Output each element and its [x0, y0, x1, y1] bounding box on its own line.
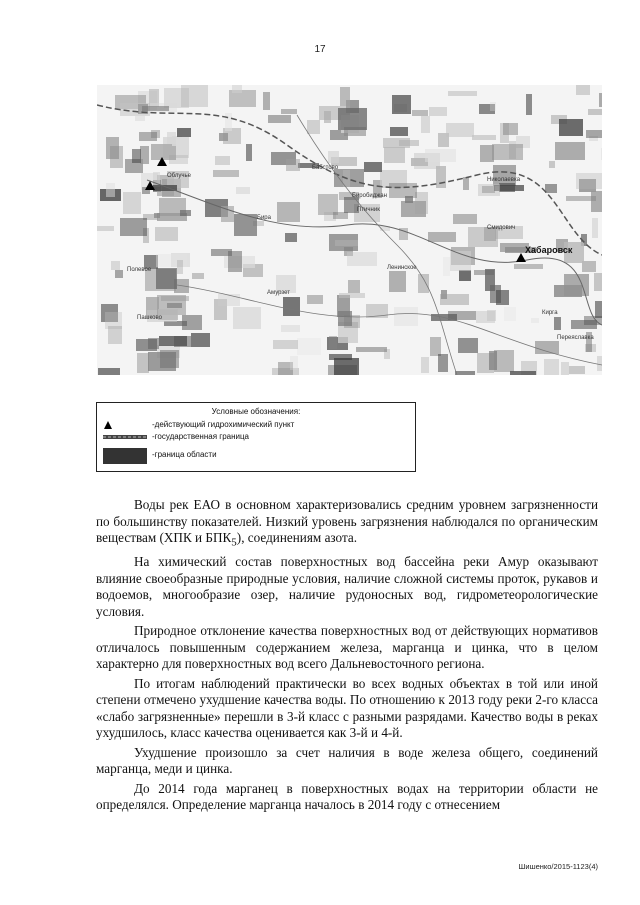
map-texture: [392, 95, 411, 114]
map-texture: [458, 338, 478, 353]
map-texture: [487, 310, 496, 321]
map-label: Пашково: [137, 315, 162, 321]
paragraph: Ухудшение произошло за счет наличия в воде железа общего, соединений марганца, меди и цинка.: [96, 744, 598, 777]
legend-item: [97, 420, 415, 431]
map-texture: [472, 135, 496, 140]
map-label: Переяславка: [557, 335, 594, 341]
paragraph: На химический состав поверхностных вод бассейна реки Амур оказывают влияние своеобразные природные условия, наличие сложной системы проток, рукавов и водоемов, многообразие озер, наличие рудоносных вод, гидрометеорологические условия.: [96, 554, 598, 619]
map-texture: [339, 293, 365, 298]
legend-label: -государственная граница: [152, 432, 250, 441]
map-texture: [440, 294, 469, 305]
map-texture: [490, 102, 496, 111]
map-texture: [492, 144, 523, 160]
map-texture: [225, 113, 232, 131]
map-texture: [554, 317, 561, 330]
map-texture: [549, 161, 555, 168]
map-texture: [307, 295, 323, 304]
map-label: Ленинское: [387, 265, 417, 271]
map-texture: [582, 261, 596, 272]
map-texture: [576, 173, 602, 189]
map-texture: [503, 123, 518, 135]
map-texture: [232, 85, 242, 93]
legend-label: -действующий гидрохимический пункт: [152, 420, 295, 429]
map-texture: [356, 347, 387, 352]
map-texture: [106, 183, 115, 197]
map-texture: [335, 240, 358, 246]
map-label: Биробиджан: [352, 193, 387, 199]
map-texture: [597, 356, 602, 371]
map-legend: [96, 402, 416, 472]
map-texture: [329, 354, 352, 360]
map-texture: [160, 350, 179, 368]
map-texture: [428, 232, 456, 242]
map-label: Бабстово: [312, 165, 339, 171]
map-texture: [485, 269, 495, 291]
map-texture: [277, 202, 300, 222]
map-texture: [135, 116, 145, 121]
map-texture: [215, 156, 230, 165]
map-texture: [142, 106, 169, 111]
triangle-icon: [101, 420, 149, 430]
map-texture: [191, 333, 210, 347]
map-texture: [455, 371, 475, 375]
map-texture: [599, 93, 602, 107]
paragraph: До 2014 года марганец в поверхностных водах на территории области не определялся. Определение марганца началось в 2014 году с отнесением: [96, 780, 598, 813]
map-texture: [307, 120, 320, 134]
map-label: Облучье: [167, 173, 191, 179]
map-texture: [595, 301, 602, 318]
map-graphic: [97, 85, 602, 375]
map-texture: [137, 353, 149, 373]
map-texture: [430, 337, 441, 356]
map-texture: [263, 92, 270, 110]
map-label: Хабаровск: [525, 245, 573, 255]
map-texture: [318, 194, 338, 215]
map-texture: [489, 351, 497, 370]
map-texture: [281, 325, 300, 332]
map-texture: [177, 128, 191, 137]
map-texture: [436, 166, 446, 188]
map-texture: [594, 273, 602, 291]
map-texture: [213, 170, 239, 177]
map-texture: [390, 127, 408, 136]
map-texture: [412, 110, 428, 116]
legend-item: [97, 432, 415, 443]
map-texture: [111, 261, 120, 270]
map-texture: [399, 140, 419, 146]
map-texture: [98, 368, 120, 375]
map-texture: [586, 130, 602, 138]
map-texture: [333, 212, 348, 219]
map-texture: [155, 227, 178, 241]
map-texture: [338, 108, 367, 130]
map-texture: [123, 192, 141, 214]
map-texture: [510, 371, 536, 375]
map-texture: [192, 273, 204, 279]
map-label: Амурзет: [267, 290, 290, 296]
map-texture: [285, 233, 297, 242]
map-texture: [421, 116, 430, 133]
map-texture: [561, 362, 569, 375]
map-texture: [108, 326, 122, 344]
map-texture: [555, 142, 585, 160]
map-texture: [218, 294, 240, 306]
map-texture: [514, 264, 543, 269]
legend-label: -граница области: [152, 450, 217, 459]
map-texture: [228, 251, 242, 272]
map-label: Полевое: [127, 267, 152, 273]
map-texture: [504, 307, 516, 321]
map-texture: [588, 109, 602, 115]
map-texture: [438, 354, 448, 372]
region-border-icon: [101, 447, 149, 465]
map-texture: [545, 184, 557, 193]
legend-title: Условные обозначения:: [211, 407, 301, 416]
map-texture: [268, 115, 291, 123]
map-texture: [531, 318, 539, 323]
map-texture: [591, 191, 602, 212]
map-texture: [348, 280, 360, 293]
map-texture: [364, 162, 382, 172]
map-texture: [425, 149, 456, 162]
page-number: 17: [314, 44, 326, 55]
map-texture: [576, 85, 590, 95]
map-texture: [394, 307, 418, 326]
map-texture: [120, 218, 147, 236]
map-texture: [340, 87, 350, 106]
map-texture: [347, 252, 377, 266]
map-texture: [389, 271, 406, 292]
map-texture: [429, 107, 447, 116]
hydrochemical-map: [97, 85, 602, 375]
map-texture: [221, 206, 234, 222]
map-texture: [328, 151, 339, 163]
map-texture: [177, 260, 183, 274]
map-texture: [418, 274, 429, 293]
map-texture: [338, 311, 352, 326]
map-texture: [535, 341, 559, 354]
map-label: Бира: [257, 215, 271, 221]
map-texture: [448, 91, 477, 96]
map-texture: [297, 338, 321, 355]
map-texture: [281, 109, 297, 114]
map-label: Кирга: [542, 310, 558, 316]
map-label: Птичник: [357, 207, 380, 213]
map-texture: [478, 184, 500, 196]
map-texture: [544, 359, 559, 375]
map-texture: [421, 357, 429, 373]
paragraph: По итогам наблюдений практически во всех водных объектах в той или иной степени отмечено ухудшение качества воды. По отношению к 2013 году реки 2-го класса «слабо загрязненные» перешли в 3-й класс с разными разрядами. Качество воды в реках ухудшилось, класс качества оценивается как 3-й и 4-й.: [96, 675, 598, 741]
map-texture: [601, 148, 602, 160]
map-texture: [571, 320, 597, 329]
map-texture: [97, 226, 114, 231]
document-footer: Шишенко/2015-1123(4): [518, 862, 598, 871]
map-texture: [526, 94, 532, 115]
map-label: Смидович: [487, 225, 516, 231]
map-texture: [159, 336, 187, 346]
state-border-icon: [101, 432, 149, 442]
map-texture: [148, 338, 159, 349]
map-texture: [115, 270, 123, 278]
map-texture: [334, 358, 359, 375]
map-texture: [290, 356, 298, 370]
map-texture: [559, 119, 583, 136]
paragraph: Природное отклонение качества поверхностных вод от действующих нормативов отличалось повышенным содержанием железа, марганца и цинка, что в целом характерно для поверхностных вод всего Дальневосточного региона.: [96, 623, 598, 672]
map-texture: [132, 149, 141, 163]
legend-item: [97, 447, 415, 465]
map-texture: [463, 177, 469, 190]
map-texture: [329, 336, 337, 349]
map-texture: [564, 274, 589, 296]
map-texture: [246, 144, 252, 161]
map-texture: [236, 187, 250, 194]
map-texture: [286, 159, 300, 171]
map-texture: [384, 147, 405, 163]
map-texture: [180, 210, 191, 216]
map-texture: [233, 307, 261, 329]
map-texture: [453, 214, 477, 224]
map-texture: [167, 132, 176, 144]
map-texture: [273, 340, 298, 349]
paragraph: Воды рек ЕАО в основном характеризовались средним уровнем загрязненности по большинству показателей. Низкий уровень загрязнения наблюдался по органическим веществам (ХПК и $БПК_5$), соединениям азота.: [96, 497, 598, 549]
map-texture: [459, 270, 471, 281]
map-texture: [389, 183, 417, 198]
map-texture: [110, 146, 123, 168]
body-text: [96, 497, 598, 817]
map-texture: [592, 218, 598, 238]
map-texture: [154, 213, 160, 218]
map-label: Николаевка: [487, 177, 521, 183]
map-texture: [283, 297, 300, 316]
map-texture: [156, 268, 177, 289]
map-texture: [446, 123, 474, 137]
map-texture: [151, 130, 160, 138]
map-texture: [443, 257, 450, 276]
map-texture: [566, 196, 596, 201]
map-texture: [480, 145, 494, 162]
map-texture: [569, 366, 585, 374]
